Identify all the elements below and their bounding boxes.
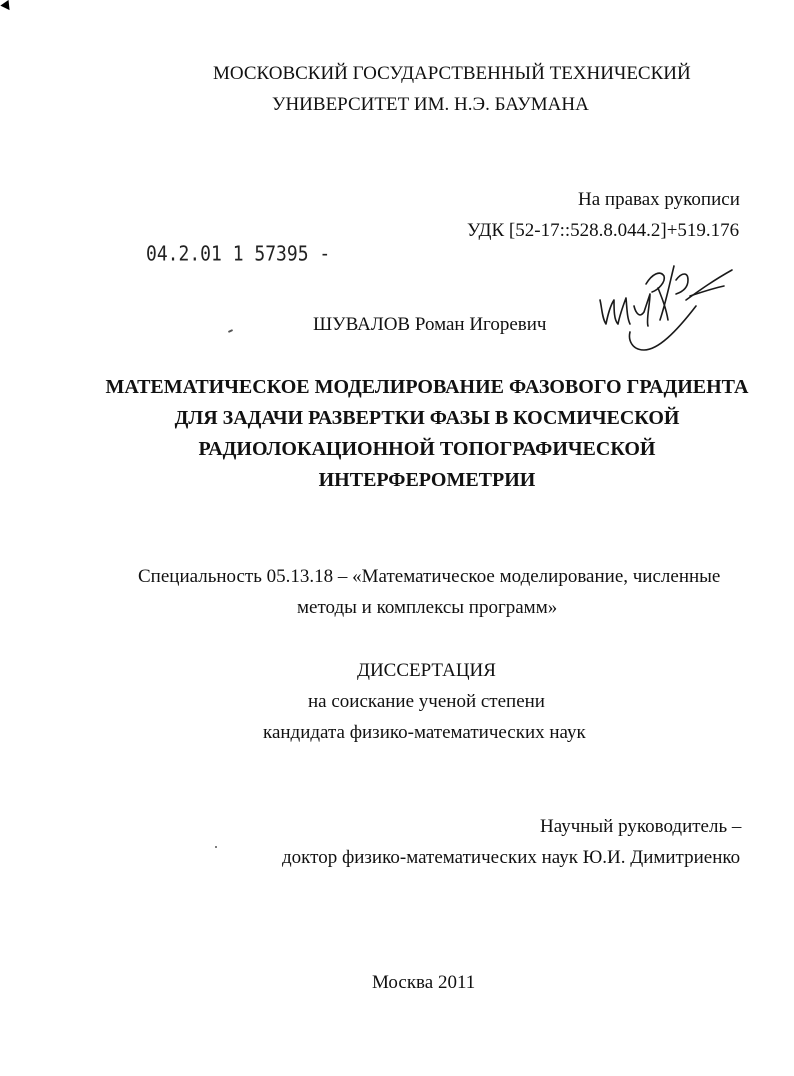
scan-speck [215, 846, 217, 848]
thesis-title-line-4: ИНТЕРФЕРОМЕТРИИ [318, 469, 536, 491]
scan-speck [228, 329, 233, 333]
university-line-2: УНИВЕРСИТЕТ ИМ. Н.Э. БАУМАНА [272, 94, 589, 115]
thesis-title-line-1: МАТЕМАТИЧЕСКОЕ МОДЕЛИРОВАНИЕ ФАЗОВОГО ГРАДИЕНТА [105, 376, 749, 398]
city-year: Москва 2011 [372, 972, 476, 993]
registration-stamp: 04.2.01 1 57395 - [146, 242, 331, 267]
supervisor-label: Научный руководитель – [540, 816, 742, 837]
corner-scan-mark [0, 0, 13, 13]
author-name: ШУВАЛОВ Роман Игоревич [313, 314, 547, 335]
degree-line-1: на соискание ученой степени [308, 691, 545, 712]
supervisor-name: доктор физико-математических наук Ю.И. Димитриенко [282, 847, 741, 868]
dissertation-heading: ДИССЕРТАЦИЯ [357, 660, 496, 681]
manuscript-rights-label: На правах рукописи [578, 189, 740, 210]
thesis-title-line-3: РАДИОЛОКАЦИОННОЙ ТОПОГРАФИЧЕСКОЙ [198, 438, 656, 460]
specialty-line-2: методы и комплексы программ» [297, 597, 558, 618]
university-line-1: МОСКОВСКИЙ ГОСУДАРСТВЕННЫЙ ТЕХНИЧЕСКИЙ [213, 63, 691, 84]
udc-code: УДК [52-17::528.8.044.2]+519.176 [467, 220, 740, 241]
author-signature [590, 262, 740, 362]
degree-line-2: кандидата физико-математических наук [263, 722, 586, 743]
specialty-line-1: Специальность 05.13.18 – «Математическое моделирование, численные [138, 566, 721, 587]
thesis-title-line-2: ДЛЯ ЗАДАЧИ РАЗВЕРТКИ ФАЗЫ В КОСМИЧЕСКОЙ [174, 407, 680, 429]
